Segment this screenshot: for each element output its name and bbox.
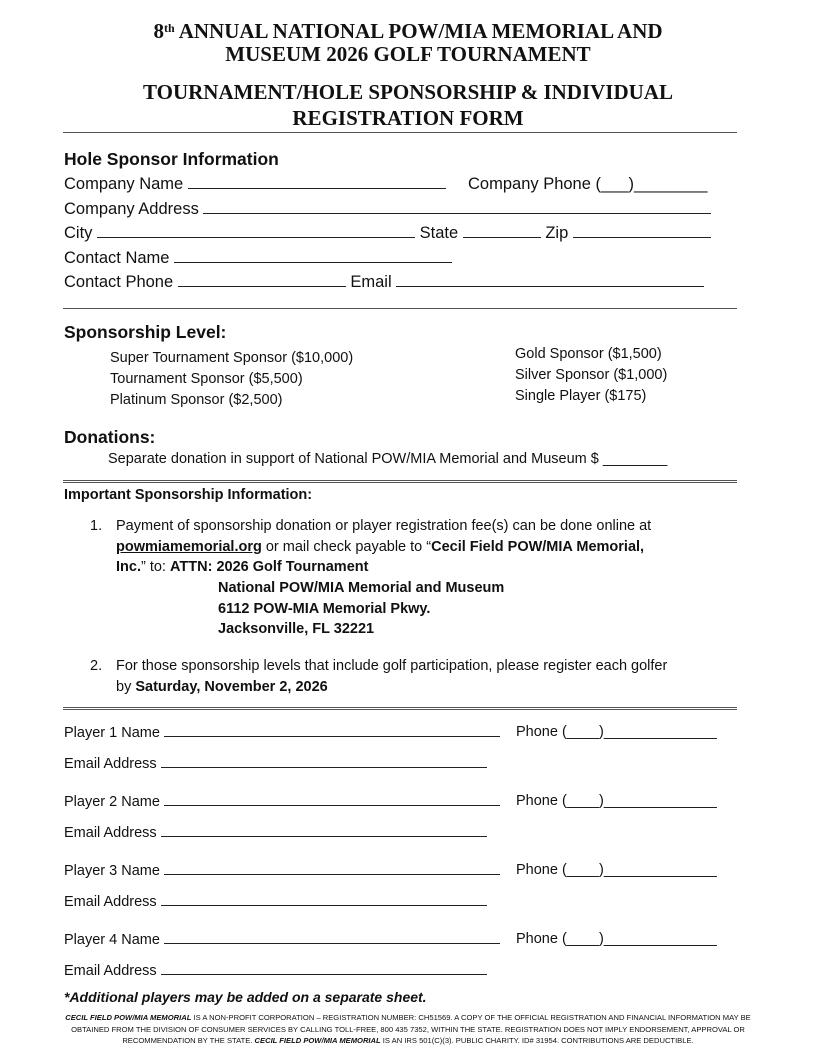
player-3-email-field[interactable]: [161, 891, 487, 906]
player-2-phone-field[interactable]: Phone (____)______________: [516, 793, 717, 809]
sponsorship-level-list-left: [110, 348, 353, 411]
company-address-row: [64, 199, 711, 219]
sponsorship-level-list-right: [515, 344, 667, 407]
donation-line[interactable]: Separate donation in support of National POW/MIA Memorial and Museum $ ________: [108, 451, 668, 467]
player-1-name-field[interactable]: [164, 722, 500, 737]
footer-org-name: CECIL FIELD POW/MIA MEMORIAL: [254, 1036, 381, 1045]
divider: [63, 308, 737, 309]
footer-line-1: [0, 1012, 816, 1024]
footer-text-3a: RECOMMENDATION BY THE STATE.: [122, 1036, 255, 1045]
player-name-label: Player 3 Name: [64, 863, 160, 879]
level-super-tournament: Super Tournament Sponsor ($10,000): [110, 350, 354, 366]
level-platinum: Platinum Sponsor ($2,500): [110, 392, 283, 408]
company-name-row: [64, 174, 446, 194]
registration-deadline: Saturday, November 2, 2026: [135, 678, 328, 695]
player-email-row: [64, 960, 500, 982]
payee-name: Cecil Field POW/MIA Memorial,: [431, 538, 645, 555]
player-2-email-field[interactable]: [161, 822, 487, 837]
player-1-email-field[interactable]: [161, 753, 487, 768]
company-name-label: Company Name: [64, 175, 184, 193]
player-1-phone-field[interactable]: Phone (____)______________: [516, 724, 717, 740]
address-attn: ATTN: 2026 Golf Tournament: [170, 559, 369, 575]
player-name-label: Player 4 Name: [64, 932, 160, 948]
player-name-row: [64, 860, 500, 882]
player-email-row: [64, 891, 500, 913]
player-4-email-field[interactable]: [161, 960, 487, 975]
footer-line-2: OBTAINED FROM THE DIVISION OF CONSUMER SERVICES BY CALLING TOLL-FREE, 800 435 7352, WITHIN THE STATE. REGISTRATION DOES NOT IMPLY ENDORSEMENT, APPROVAL OR: [71, 1024, 745, 1034]
important-info-heading: Important Sponsorship Information:: [64, 487, 313, 503]
title-ordinal-suffix: th: [163, 21, 175, 35]
contact-phone-label: Contact Phone: [64, 273, 174, 291]
address-line-1: National POW/MIA Memorial and Museum: [218, 580, 505, 596]
item-1-line-3: [116, 557, 736, 578]
player-name-label: Player 1 Name: [64, 725, 160, 741]
company-name-field[interactable]: [188, 174, 446, 189]
player-4-phone-field[interactable]: Phone (____)______________: [516, 931, 717, 947]
item-1-mid: or mail check payable to “: [261, 538, 432, 555]
item-1-text: [116, 516, 736, 578]
email-label: Email: [350, 273, 392, 291]
player-name-row: [64, 722, 500, 744]
level-tournament: Tournament Sponsor ($5,500): [110, 371, 303, 387]
website-link[interactable]: powmiamemorial.org: [116, 538, 262, 555]
item-2-text: [116, 656, 736, 697]
player-email-label: Email Address: [64, 756, 157, 772]
player-name-row: [64, 791, 500, 813]
item-2-line-2: [116, 677, 736, 698]
sponsor-info-heading: Hole Sponsor Information: [64, 149, 279, 169]
player-name-row: [64, 929, 500, 951]
divider: [63, 132, 737, 133]
player-email-label: Email Address: [64, 894, 157, 910]
additional-players-note: *Additional players may be added on a separate sheet.: [64, 989, 427, 1005]
company-address-label: Company Address: [64, 200, 199, 218]
contact-name-field[interactable]: [174, 248, 452, 263]
player-2-name-field[interactable]: [164, 791, 500, 806]
footer-text-3b: IS AN IRS 501(C)(3). PUBLIC CHARITY. ID# 31954. CONTRIBUTIONS ARE DEDUCTIBLE.: [380, 1036, 694, 1045]
player-email-label: Email Address: [64, 825, 157, 841]
divider: [63, 707, 737, 710]
item-1-line-1: Payment of sponsorship donation or player registration fee(s) can be done online at: [116, 518, 652, 534]
company-phone-label[interactable]: Company Phone (___)________: [468, 175, 708, 193]
company-address-field[interactable]: [203, 199, 711, 214]
item-1-to: ” to:: [140, 559, 170, 575]
subtitle-line-1: TOURNAMENT/HOLE SPONSORSHIP & INDIVIDUAL: [143, 80, 673, 104]
player-email-row: [64, 753, 500, 775]
sponsorship-level-heading: Sponsorship Level:: [64, 322, 227, 342]
level-silver: Silver Sponsor ($1,000): [515, 367, 668, 383]
zip-field[interactable]: [573, 223, 711, 238]
city-row: [64, 223, 711, 243]
zip-label: Zip: [545, 224, 569, 242]
state-label: State: [419, 224, 459, 242]
player-4-name-field[interactable]: [164, 929, 500, 944]
player-email-label: Email Address: [64, 963, 157, 979]
city-label: City: [64, 224, 93, 242]
contact-name-row: [64, 248, 452, 268]
item-2-line-1: For those sponsorship levels that include golf participation, please register each golfer: [116, 658, 668, 674]
item-1-number: 1.: [90, 518, 103, 534]
footer-disclaimer: [0, 1012, 816, 1047]
player-3-phone-field[interactable]: Phone (____)______________: [516, 862, 717, 878]
title-line-2: MUSEUM 2026 GOLF TOURNAMENT: [225, 42, 591, 66]
address-line-2: 6112 POW-MIA Memorial Pkwy.: [218, 600, 431, 617]
player-3-block: [64, 860, 500, 913]
address-line-3: Jacksonville, FL 32221: [218, 621, 375, 637]
footer-line-3: [0, 1035, 816, 1047]
contact-phone-field[interactable]: [178, 272, 346, 287]
mailing-address: [218, 578, 504, 640]
player-email-row: [64, 822, 500, 844]
item-1-line-2: [116, 537, 736, 558]
title-text-1: ANNUAL NATIONAL POW/MIA MEMORIAL AND: [178, 19, 663, 43]
player-3-name-field[interactable]: [164, 860, 500, 875]
level-single-player: Single Player ($175): [515, 388, 647, 404]
contact-name-label: Contact Name: [64, 249, 170, 267]
state-field[interactable]: [463, 223, 541, 238]
contact-phone-row: [64, 272, 704, 292]
player-2-block: [64, 791, 500, 844]
player-1-block: [64, 722, 500, 775]
item-2-number: 2.: [90, 658, 103, 674]
title-ordinal: 8: [153, 19, 164, 43]
level-gold: Gold Sponsor ($1,500): [515, 346, 662, 362]
title-line-1: [0, 16, 816, 44]
donations-heading: Donations:: [64, 427, 156, 447]
subtitle-line-2: REGISTRATION FORM: [292, 106, 524, 130]
city-field[interactable]: [97, 223, 415, 238]
payee-name-cont: Inc.: [116, 559, 141, 575]
player-name-label: Player 2 Name: [64, 794, 160, 810]
footer-text-1: IS A NON-PROFIT CORPORATION – REGISTRATION NUMBER: CH51569. A COPY OF THE OFFICIAL REGISTRATION AND FINANCIAL INFORMATION MAY BE: [191, 1013, 751, 1022]
email-field[interactable]: [396, 272, 704, 287]
footer-org-name: CECIL FIELD POW/MIA MEMORIAL: [65, 1013, 192, 1022]
divider: [63, 480, 737, 483]
player-4-block: [64, 929, 500, 982]
item-2-by: by: [116, 678, 136, 695]
